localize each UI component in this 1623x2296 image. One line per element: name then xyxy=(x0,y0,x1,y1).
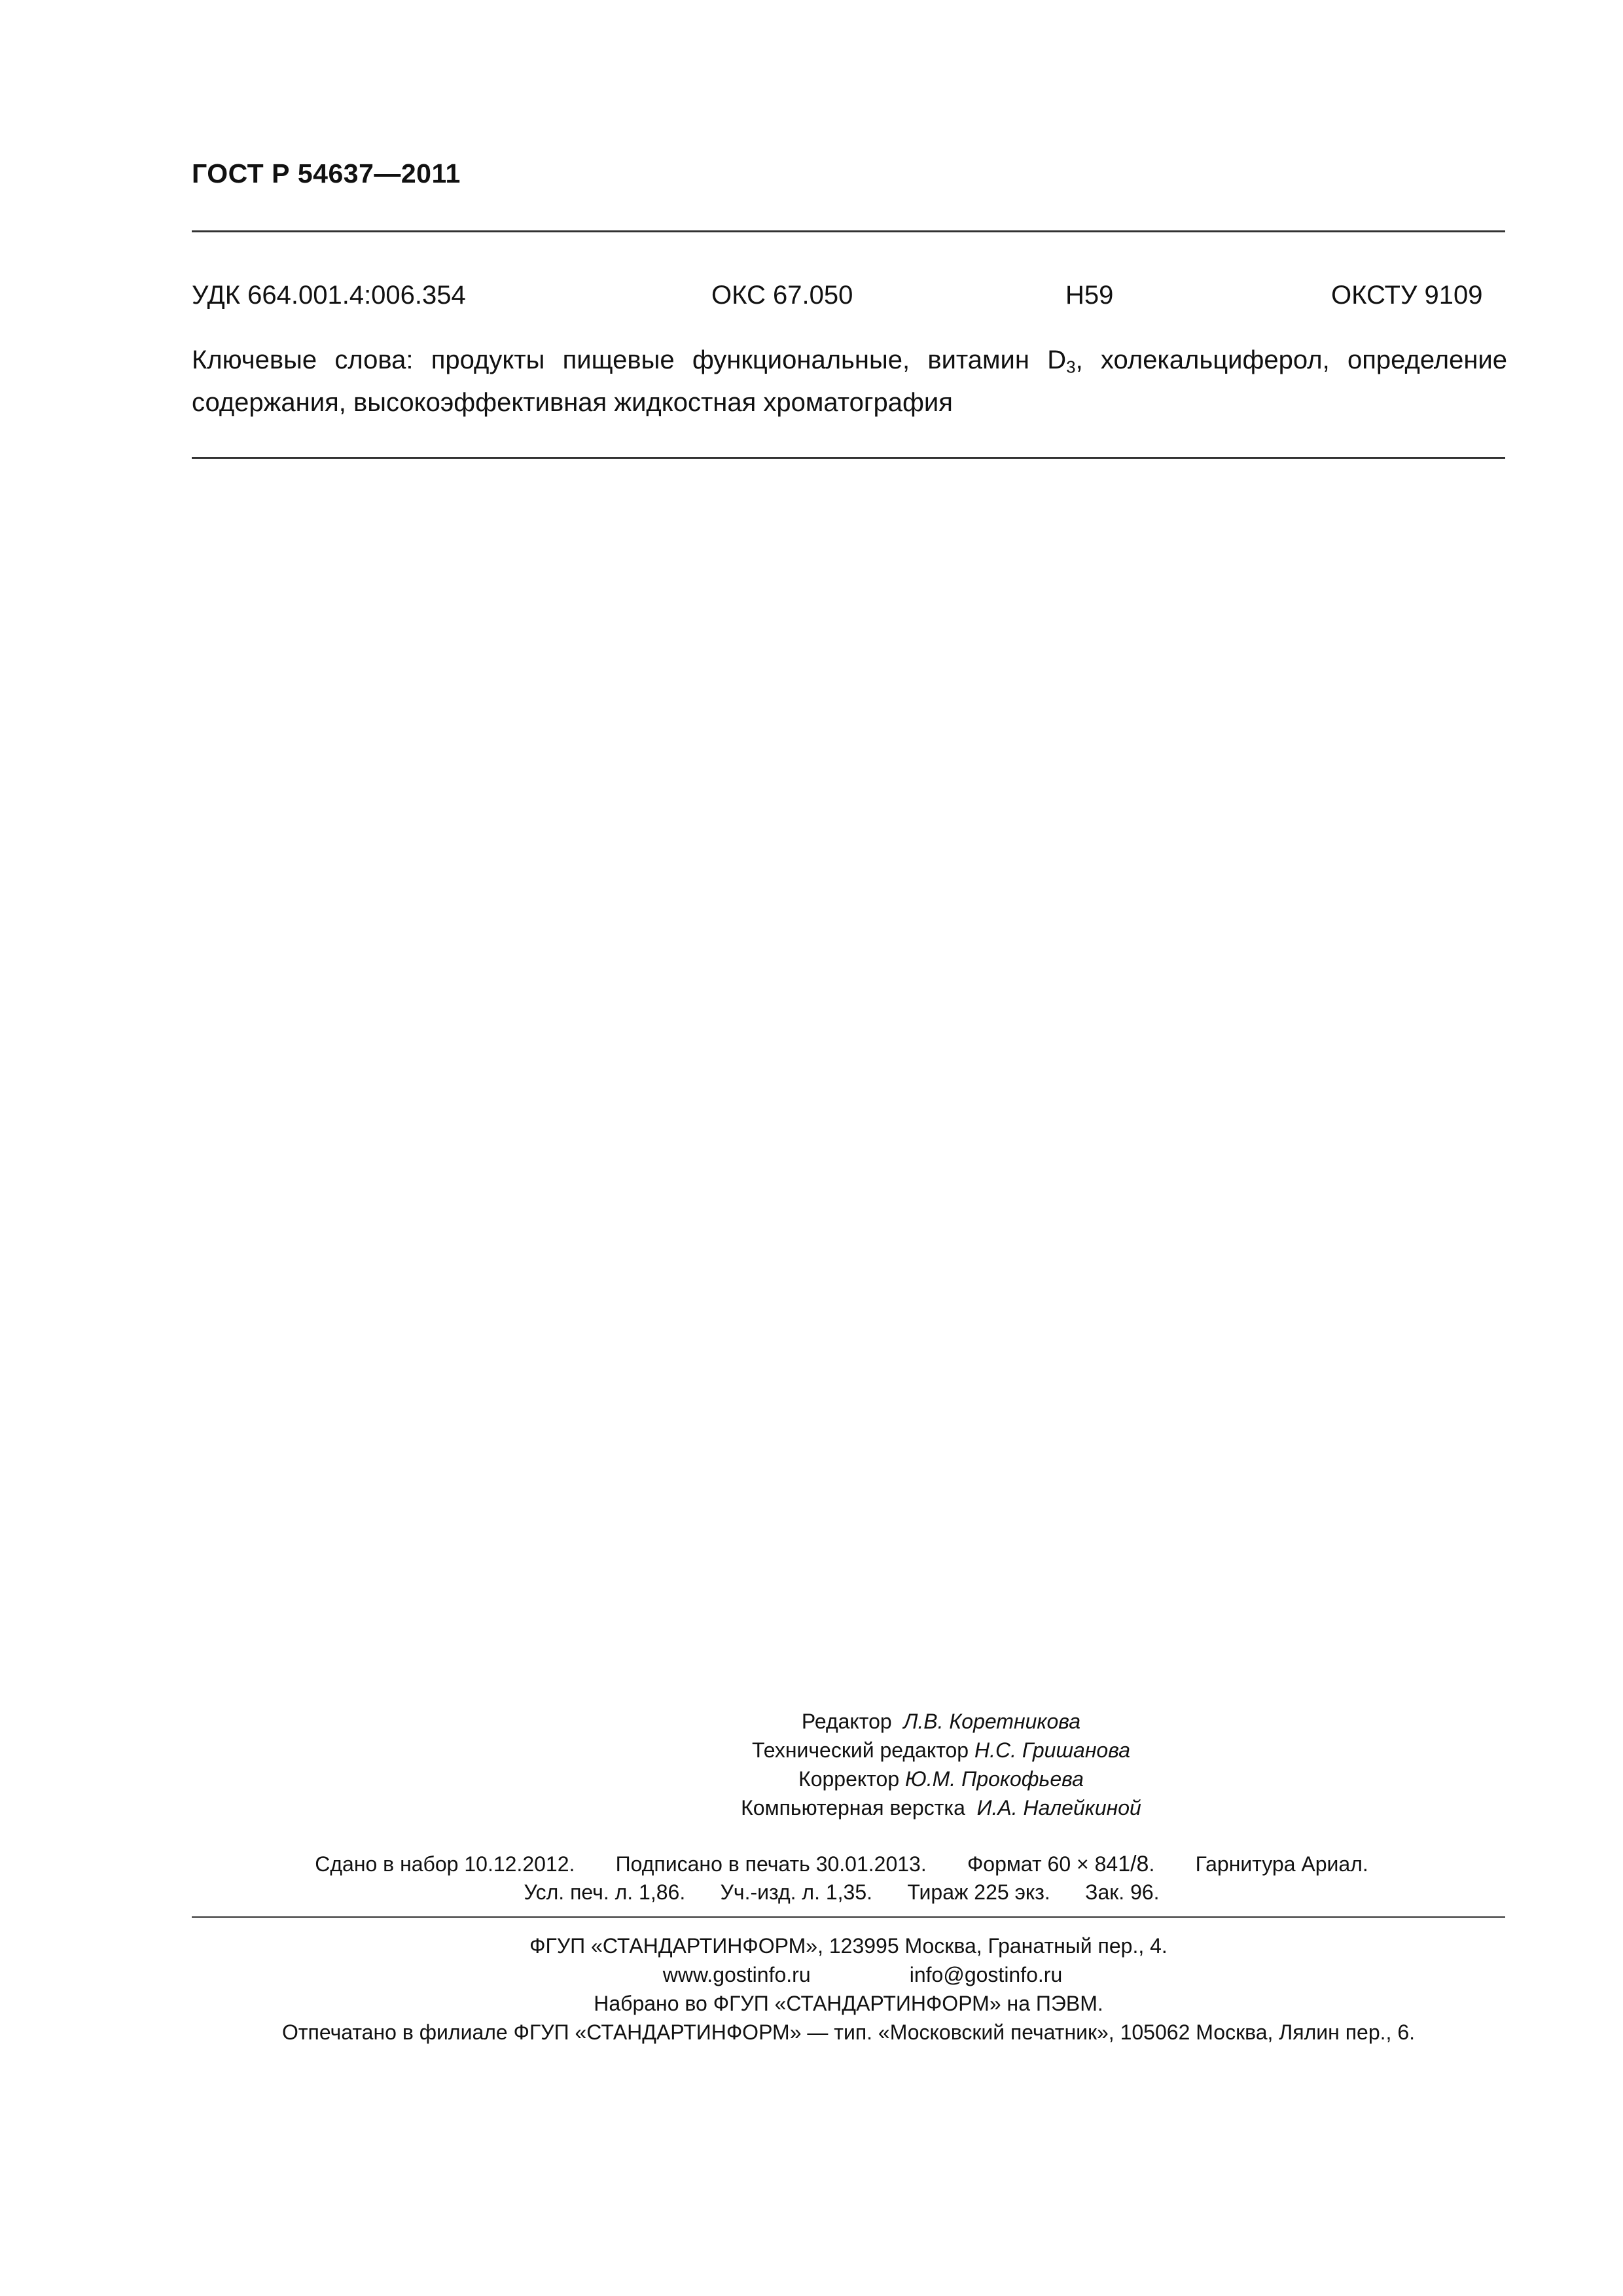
format-label: Формат 60 × 84 xyxy=(967,1852,1118,1876)
signed-date: Подписано в печать 30.01.2013. xyxy=(615,1852,927,1876)
divider-top xyxy=(192,230,1505,232)
publishing-sheets: Уч.-изд. л. 1,35. xyxy=(720,1880,873,1904)
credit-corrector xyxy=(192,1767,1623,1791)
document-title: ГОСТ Р 54637—2011 xyxy=(192,158,461,188)
credit-editor xyxy=(192,1710,1623,1734)
credit-editor-name: Л.В. Коретникова xyxy=(903,1710,1081,1733)
print-info-line-2 xyxy=(312,1880,1372,1905)
credit-corrector-label: Корректор xyxy=(798,1767,900,1791)
credit-tech-editor-label: Технический редактор xyxy=(751,1738,969,1762)
publisher-address: ФГУП «СТАНДАРТИНФОРМ», 123995 Москва, Гранатный пер., 4. xyxy=(529,1934,1168,1958)
circulation: Тираж 225 экз. xyxy=(907,1880,1050,1904)
keywords-paragraph xyxy=(192,342,1507,420)
order-number: Зак. 96. xyxy=(1085,1880,1160,1904)
typeset-info: Набрано во ФГУП «СТАНДАРТИНФОРМ» на ПЭВМ. xyxy=(594,1992,1103,2015)
print-info-line-1 xyxy=(312,1852,1372,1877)
credit-layout-name: И.А. Налейкиной xyxy=(976,1796,1141,1820)
credit-tech-editor-name: Н.С. Гришанова xyxy=(974,1738,1131,1762)
print-sheets: Усл. печ. л. 1,86. xyxy=(524,1880,686,1904)
divider-bottom xyxy=(192,1916,1505,1918)
credit-tech-editor xyxy=(192,1738,1623,1763)
udk-code: УДК 664.001.4:006.354 xyxy=(192,281,466,310)
keywords-text-a: Ключевые слова: продукты пищевые функциональные, витамин D xyxy=(192,346,1067,374)
keywords-subscript: 3 xyxy=(1066,357,1076,377)
credit-editor-label: Редактор xyxy=(801,1710,892,1733)
okstu-code: ОКСТУ 9109 xyxy=(1331,281,1483,310)
divider-middle xyxy=(192,457,1505,459)
credit-layout-label: Компьютерная верстка xyxy=(741,1796,965,1820)
typeface-info: Гарнитура Ариал. xyxy=(1195,1852,1368,1876)
publisher-email: info@gostinfo.ru xyxy=(909,1963,1063,1986)
credit-corrector-name: Ю.М. Прокофьева xyxy=(905,1767,1084,1791)
printed-info: Отпечатано в филиале ФГУП «СТАНДАРТИНФОРМ» — тип. «Московский печатник», 105062 Москва, Лялин пер., 6. xyxy=(281,2020,1415,2044)
publisher-website: www.gostinfo.ru xyxy=(662,1963,811,1986)
format-fraction: 1/8 xyxy=(1118,1852,1149,1876)
submitted-date: Сдано в набор 10.12.2012. xyxy=(315,1852,575,1876)
group-code: Н59 xyxy=(1065,281,1114,310)
oks-code: ОКС 67.050 xyxy=(711,281,853,310)
keywords-text-b: , холекальциферол, определение содержания, высокоэффективная жидкостная хроматография xyxy=(192,346,1507,417)
format-info: Формат 60 × 841/8. xyxy=(967,1852,1155,1876)
publisher-contacts xyxy=(192,1963,1533,1987)
credit-layout xyxy=(192,1796,1623,1820)
